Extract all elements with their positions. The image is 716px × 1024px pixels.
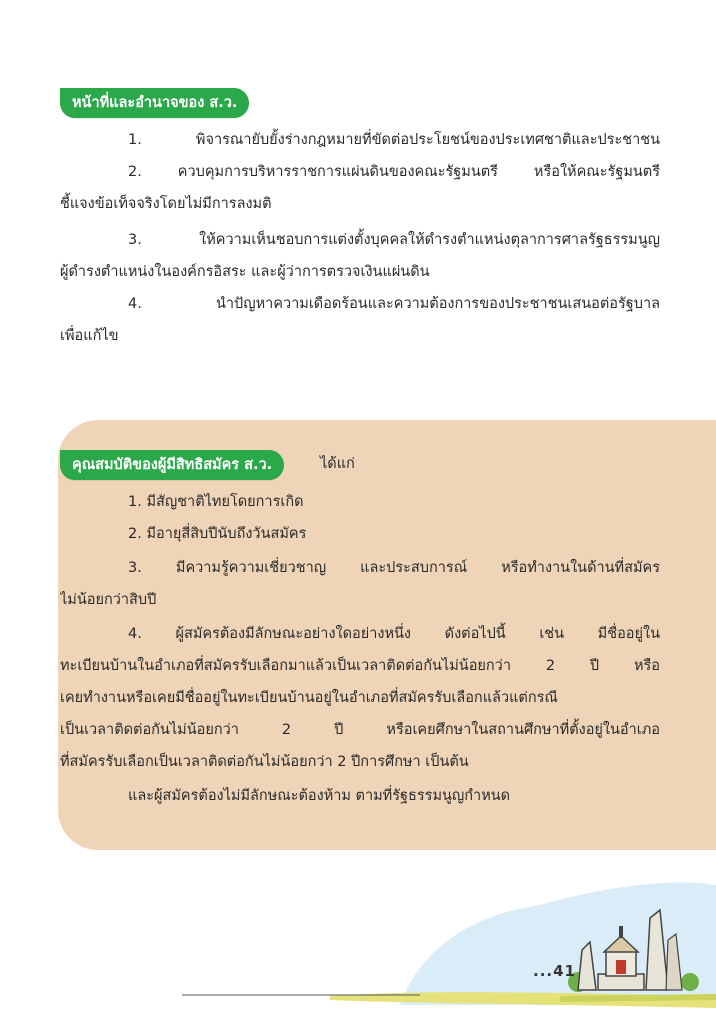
section1-line-1: 1. พิจารณายับยั้งร่างกฎหมายที่ขัดต่อประโยชน์ของประเทศชาติและประชาชน [128, 132, 660, 148]
monument-door [616, 960, 626, 974]
section1-line-6: 4. นำปัญหาความเดือดร้อนและความต้องการของประชาชนเสนอต่อรัฐบาล [128, 296, 660, 312]
section2-line-6: ทะเบียนบ้านในอำเภอที่สมัครรับเลือกมาแล้วเป็นเวลาติดต่อกันไม่น้อยกว่า 2 ปี หรือ [60, 658, 660, 674]
section1-line-4: 3. ให้ความเห็นชอบการแต่งตั้งบุคคลให้ดำรงตำแหน่งตุลาการศาลรัฐธรรมนูญ [128, 232, 660, 248]
tree-right [681, 973, 699, 991]
section2-line-4: ไม่น้อยกว่าสิบปี [60, 592, 157, 608]
page-number: ...41 [533, 962, 576, 980]
section2-line-9: ที่สมัครรับเลือกเป็นเวลาติดต่อกันไม่น้อยกว่า 2 ปีการศึกษา เป็นต้น [60, 754, 469, 770]
section2-line-1: 1. มีสัญชาติไทยโดยการเกิด [128, 494, 304, 510]
section2-line-7: เคยทำงานหรือเคยมีชื่ออยู่ในทะเบียนบ้านอยู่ในอำเภอที่สมัครรับเลือกแล้วแต่กรณี [60, 690, 558, 706]
monument-spire [619, 926, 623, 938]
section1-line-5: ผู้ดำรงตำแหน่งในองค์กรอิสระ และผู้ว่าการตรวจเงินแผ่นดิน [60, 264, 430, 280]
section1-line-3: ชี้แจงข้อเท็จจริงโดยไม่มีการลงมติ [60, 196, 272, 212]
section2-heading: คุณสมบัติของผู้มีสิทธิสมัคร ส.ว. [60, 450, 284, 480]
section2-line-3: 3. มีความรู้ความเชี่ยวชาญ และประสบการณ์ หรือทำงานในด้านที่สมัคร [128, 560, 660, 576]
section2-line-8: เป็นเวลาติดต่อกันไม่น้อยกว่า 2 ปี หรือเคยศึกษาในสถานศึกษาที่ตั้งอยู่ในอำเภอ [60, 722, 660, 738]
section1-line-7: เพื่อแก้ไข [60, 328, 119, 344]
section2-line-5: 4. ผู้สมัครต้องมีลักษณะอย่างใดอย่างหนึ่ง ดังต่อไปนี้ เช่น มีชื่ออยู่ใน [128, 626, 660, 642]
section2-line-2: 2. มีอายุสี่สิบปีนับถึงวันสมัคร [128, 526, 307, 542]
section2-heading-suffix: ได้แก่ [320, 456, 355, 472]
section1-line-2: 2. ควบคุมการบริหารราชการแผ่นดินของคณะรัฐมนตรี หรือให้คณะรัฐมนตรี [128, 164, 660, 180]
section2-line-10: และผู้สมัครต้องไม่มีลักษณะต้องห้าม ตามที่รัฐธรรมนูญกำหนด [128, 788, 511, 804]
section1-heading: หน้าที่และอำนาจของ ส.ว. [60, 88, 249, 118]
